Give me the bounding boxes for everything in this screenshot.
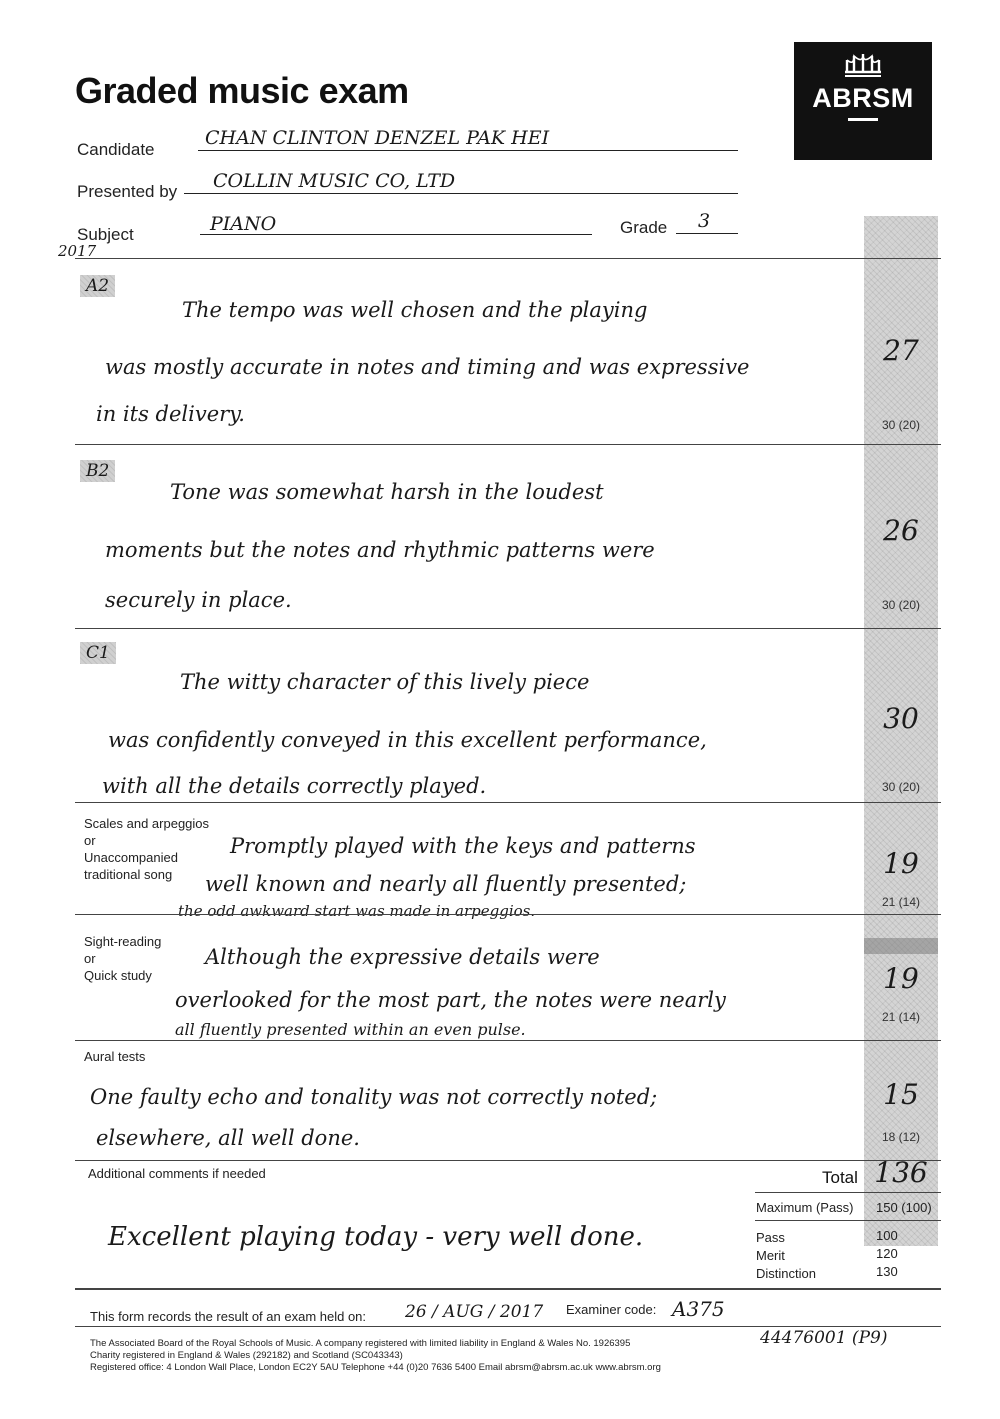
distinction-label: Distinction (756, 1266, 816, 1281)
distinction-value: 130 (876, 1264, 898, 1279)
examiner-label: Examiner code: (566, 1302, 657, 1317)
grade-value: 3 (698, 210, 711, 232)
pass-label: Pass (756, 1230, 785, 1245)
footer-rule (75, 1326, 941, 1327)
footer-divider (75, 1288, 941, 1290)
comment-line: well known and nearly all fluently presented; (205, 872, 687, 896)
additional-label: Additional comments if needed (88, 1166, 266, 1181)
comment-line: elsewhere, all well done. (96, 1126, 360, 1150)
subject-line (200, 234, 592, 235)
section-divider (75, 914, 941, 915)
total-divider (755, 1192, 941, 1193)
section-mark: 27 (883, 334, 919, 367)
additional-comment: Excellent playing today - very well done. (108, 1222, 644, 1252)
section-divider (75, 1160, 941, 1161)
comment-line: The witty character of this lively piece (180, 670, 590, 694)
section-code: A2 (80, 275, 115, 297)
comment-line: The tempo was well chosen and the playing (182, 298, 648, 322)
section-code: B2 (80, 460, 115, 482)
section-max: 30 (20) (881, 418, 921, 432)
legal-line: Charity registered in England & Wales (292182) and Scotland (SC043343) (90, 1350, 403, 1361)
merit-value: 120 (876, 1246, 898, 1261)
subject-label: Subject (77, 225, 134, 244)
legal-line: The Associated Board of the Royal Schools of Music. A company registered with limited liability in England & Wales No. 1926395 (90, 1338, 631, 1349)
comment-line: with all the details correctly played. (102, 774, 487, 798)
crown-icon (794, 50, 932, 85)
year-note: 2017 (58, 242, 97, 260)
comment-line: moments but the notes and rhythmic patterns were (105, 538, 655, 562)
section-max: 30 (20) (881, 598, 921, 612)
section-divider (75, 258, 941, 259)
logo-bar (848, 118, 878, 121)
presented-by-line (184, 193, 738, 194)
maximum-divider (755, 1220, 941, 1221)
comment-line: Tone was somewhat harsh in the loudest (170, 480, 604, 504)
subject-value: PIANO (210, 213, 277, 235)
total-label: Total (822, 1168, 858, 1187)
presented-by-label: Presented by (77, 182, 178, 201)
comment-line: in its delivery. (96, 402, 245, 426)
section-label: Aural tests (84, 1049, 146, 1064)
section-max: 18 (12) (881, 1130, 921, 1144)
section-max: 21 (14) (881, 1010, 921, 1024)
section-mark: 15 (883, 1078, 919, 1111)
section-divider (75, 628, 941, 629)
section-label: Sight-reading or Quick study (84, 934, 162, 983)
candidate-value: CHAN CLINTON DENZEL PAK HEI (205, 127, 550, 149)
logo-text: ABRSM (812, 83, 914, 113)
comment-line: One faulty echo and tonality was not correctly noted; (90, 1085, 658, 1109)
examiner-code: A375 (672, 1297, 725, 1321)
comment-line: overlooked for the most part, the notes were nearly (175, 988, 726, 1012)
candidate-line (198, 150, 738, 151)
section-max: 30 (20) (881, 780, 921, 794)
abrsm-logo (794, 42, 932, 160)
section-mark: 30 (883, 702, 919, 735)
result-text: This form records the result of an exam held on: (90, 1309, 367, 1324)
section-mark: 19 (883, 962, 919, 995)
merit-label: Merit (756, 1248, 785, 1263)
section-max: 21 (14) (881, 895, 921, 909)
pass-value: 100 (876, 1228, 898, 1243)
section-code: C1 (80, 642, 116, 664)
comment-line: securely in place. (105, 588, 292, 612)
section-mark: 26 (883, 514, 919, 547)
legal-line: Registered office: 4 London Wall Place, London EC2Y 5AU Telephone +44 (0)20 7636 5400 Email abrsm@abrsm.ac.uk www.abrsm.org (90, 1362, 661, 1373)
marks-divider-dark (864, 938, 938, 954)
presented-by-value: COLLIN MUSIC CO, LTD (213, 170, 456, 192)
form-title: Graded music exam (75, 70, 409, 111)
section-mark: 19 (883, 847, 919, 880)
grade-label: Grade (620, 218, 668, 237)
comment-line: Promptly played with the keys and patterns (230, 834, 696, 858)
comment-line: the odd awkward start was made in arpeggios. (178, 902, 536, 920)
comment-line: was mostly accurate in notes and timing and was expressive (105, 355, 750, 379)
section-divider (75, 802, 941, 803)
comment-line: Although the expressive details were (205, 945, 600, 969)
maximum-value: 150 (100) (876, 1200, 932, 1215)
candidate-label: Candidate (77, 140, 155, 159)
maximum-label: Maximum (Pass) (756, 1200, 854, 1215)
comment-line: was confidently conveyed in this excellent performance, (108, 728, 707, 752)
total-value: 136 (874, 1156, 928, 1189)
comment-line: all fluently presented within an even pulse. (175, 1020, 526, 1039)
grade-line (676, 233, 738, 234)
reference-number: 44476001 (P9) (760, 1328, 888, 1348)
section-label: Scales and arpeggios or Unaccompanied traditional song (84, 816, 210, 882)
exam-date: 26 / AUG / 2017 (405, 1302, 544, 1322)
section-divider (75, 1040, 941, 1041)
section-divider (75, 444, 941, 445)
